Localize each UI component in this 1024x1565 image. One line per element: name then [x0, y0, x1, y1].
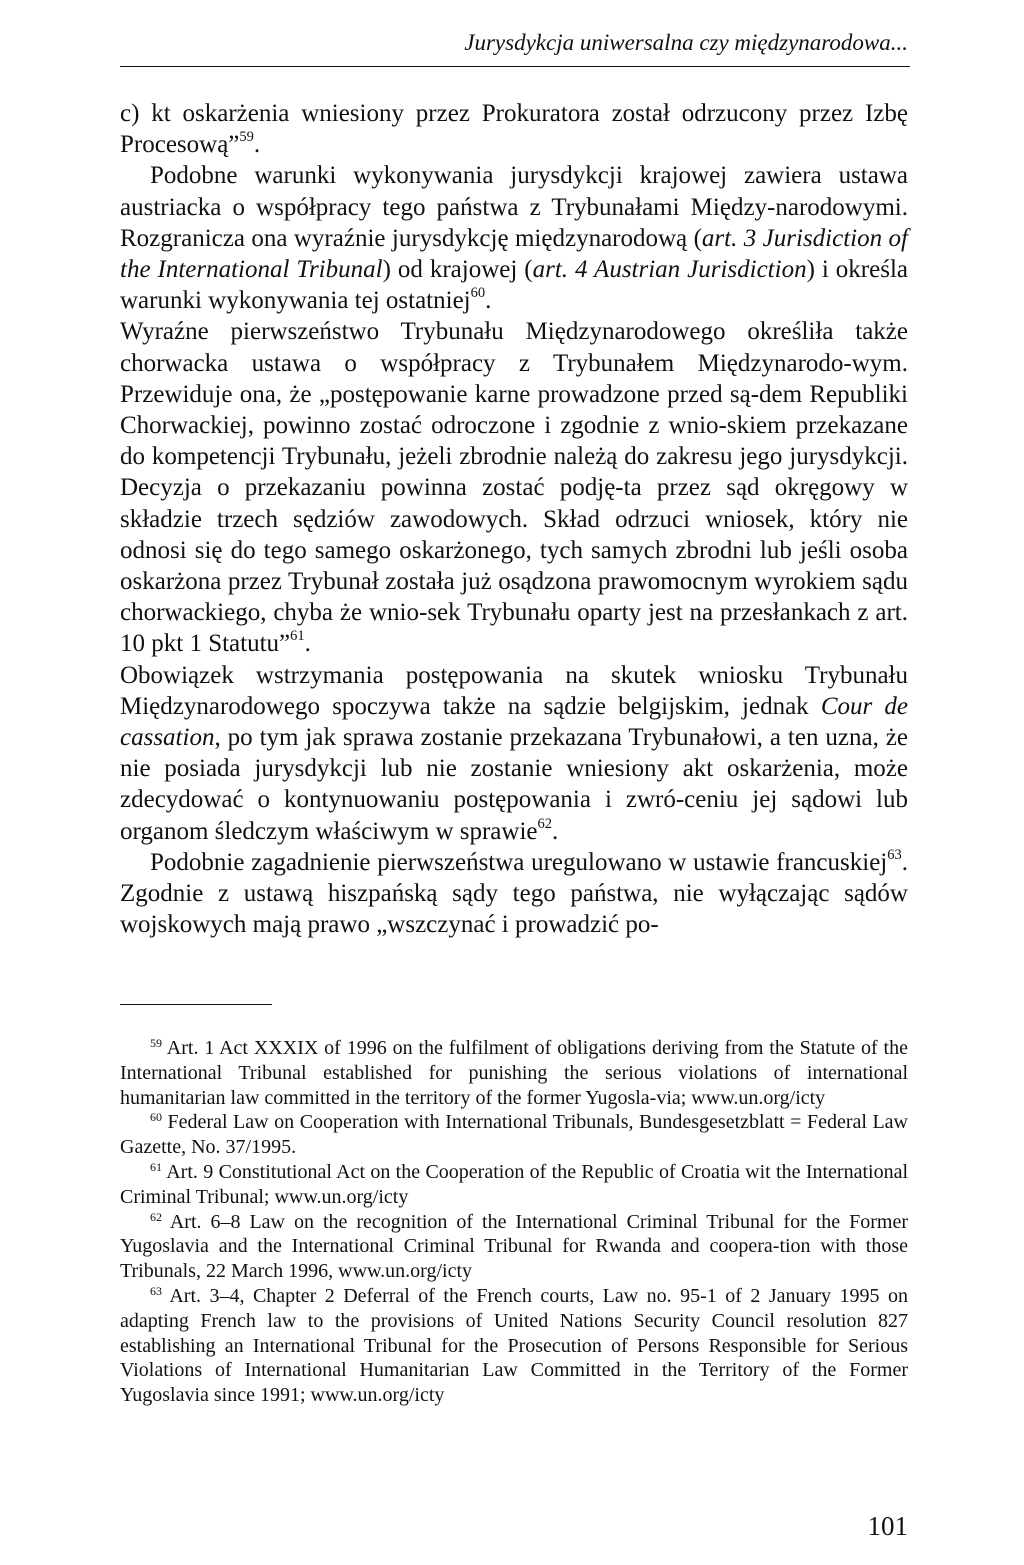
header-rule	[120, 66, 910, 67]
footnote-separator	[120, 1004, 272, 1005]
footnote-ref-60[interactable]: 60	[470, 285, 486, 302]
text-run: .	[552, 817, 559, 845]
footnote-text: Federal Law on Cooperation with International Tribunals, Bundesgesetzblatt = Federal Law Gazette, No. 37/1995.	[120, 1111, 908, 1159]
footnote-number: 62	[150, 1209, 162, 1224]
text-run: .	[253, 131, 261, 159]
text-run: ) od krajowej (	[382, 256, 533, 284]
footnote-text: Art. 3–4, Chapter 2 Deferral of the French courts, Law no. 95-1 of 2 January 1995 on adapting French law to the provisions of United Nations Security Council resolution 827 establishing an International Tribunal for the Prosecution of Persons Responsible for Serious Violations of International Humanitarian Law Committed in the Territory of the Former Yugoslavia since 1991; www.un.org/icty	[120, 1284, 908, 1407]
paragraph-belgian-law	[120, 660, 908, 847]
italic-citation: art. 4 Austrian Jurisdiction	[532, 256, 807, 284]
footnote-60	[120, 1110, 908, 1160]
text-run: Podobne warunki wykonywania jurysdykcji krajowej zawiera ustawa austriacka o współpracy tego państwa z Trybunałami Między-narodowymi. Rozgranicza ona wyraźnie jurysdykcję międzynarodową (	[120, 162, 908, 252]
text-run: . Zgodnie z ustawą hiszpańską sądy tego państwa, nie wyłączając sądów wojskowych mają prawo „wszczynać i prowadzić po-	[120, 848, 908, 939]
footnote-59	[120, 1036, 908, 1110]
text-run: .	[485, 287, 492, 315]
footnote-ref-63[interactable]: 63	[887, 847, 902, 863]
footnote-62	[120, 1210, 908, 1284]
footnotes	[120, 1036, 908, 1408]
footnote-number: 61	[150, 1159, 162, 1174]
text-run: Obowiązek wstrzymania postępowania na skutek wniosku Trybunału Międzynarodowego spoczywa także na sądzie belgijskim, jednak	[120, 661, 908, 720]
paragraph-french-spanish-law	[120, 847, 908, 941]
footnote-number: 63	[150, 1283, 162, 1298]
footnote-number: 59	[150, 1035, 162, 1050]
footnote-ref-62[interactable]: 62	[537, 815, 552, 832]
paragraph-austrian-law	[120, 160, 908, 316]
footnote-63	[120, 1284, 908, 1408]
text-run: c) kt oskarżenia wniesiony przez Prokuratora został odrzucony przez Izbę Procesową”	[120, 100, 908, 159]
footnote-ref-61[interactable]: 61	[290, 628, 305, 645]
text-run: Wyraźne pierwszeństwo Trybunału Międzynarodowego określiła także chorwacka ustawa o współpracy z Trybunałem Międzynarodo-wym. Przewiduje ona, że „postępowanie karne prowadzone przed są-dem Republiki Chorwackiej, powinno zostać odroczone i zgodnie z wnio-skiem przekazane do kompetencji Trybunału, jeżeli zbrodnie należą do zakresu jego jurysdykcji. Decyzja o przekazaniu powinna zostać podję-ta przez sąd okręgowy w składzie trzech sędziów zawodowych. Skład odrzuci wniosek, który nie odnosi się do tego samego oskarżonego, tych samych zbrodni lub jeśli osoba oskarżona przez Trybunał została już osądzona prawomocnym wyrokiem sądu chorwackiego, chyba że wnio-sek Trybunału oparty jest na przesłankach z art. 10 pkt 1 Statutu”	[120, 318, 908, 658]
text-run: Podobnie zagadnienie pierwszeństwa uregulowano w ustawie francuskiej	[150, 848, 888, 876]
paragraph-croatian-law	[120, 316, 908, 659]
text-run: , po tym jak sprawa zostanie przekazana Trybunałowi, a ten uzna, że nie posiada jurysdykcji lub nie zostanie wniesiony akt oskarżenia, może zdecydować o kontynuowaniu postępowania i zwró-ceniu jej sądowi lub organom śledczym właściwym w sprawie	[120, 724, 908, 845]
footnote-text: Art. 6–8 Law on the recognition of the International Criminal Tribunal for the Former Yugoslavia and the International Criminal Tribunal for Rwanda and coopera-tion with those Tribunals, 22 March 1996, www.un.org/icty	[120, 1210, 908, 1283]
footnote-ref-59[interactable]: 59	[239, 129, 254, 146]
running-header: Jurysdykcja uniwersalna czy międzynarodowa...	[464, 30, 908, 55]
text-run: ) i określa warunki wykonywania tej ostatniej	[120, 256, 908, 315]
italic-citation: art. 3 Jurisdiction of the International Tribunal	[120, 224, 908, 284]
footnote-text: Art. 9 Constitutional Act on the Cooperation of the Republic of Croatia wit the International Criminal Tribunal; www.un.org/icty	[120, 1160, 908, 1208]
main-text	[120, 98, 908, 940]
footnote-number: 60	[150, 1110, 162, 1125]
text-run: .	[304, 630, 311, 658]
footnote-61	[120, 1160, 908, 1210]
italic-term: Cour de cassation	[120, 692, 908, 752]
footnote-text: Art. 1 Act XXXIX of 1996 on the fulfilment of obligations deriving from the Statute of the International Tribunal established for punishing the serious violations of international humanitarian law committed in the territory of the former Yugosla-via; www.un.org/icty	[120, 1037, 908, 1109]
page-number: 101	[867, 1511, 908, 1541]
paragraph-list-item-c	[120, 98, 908, 160]
